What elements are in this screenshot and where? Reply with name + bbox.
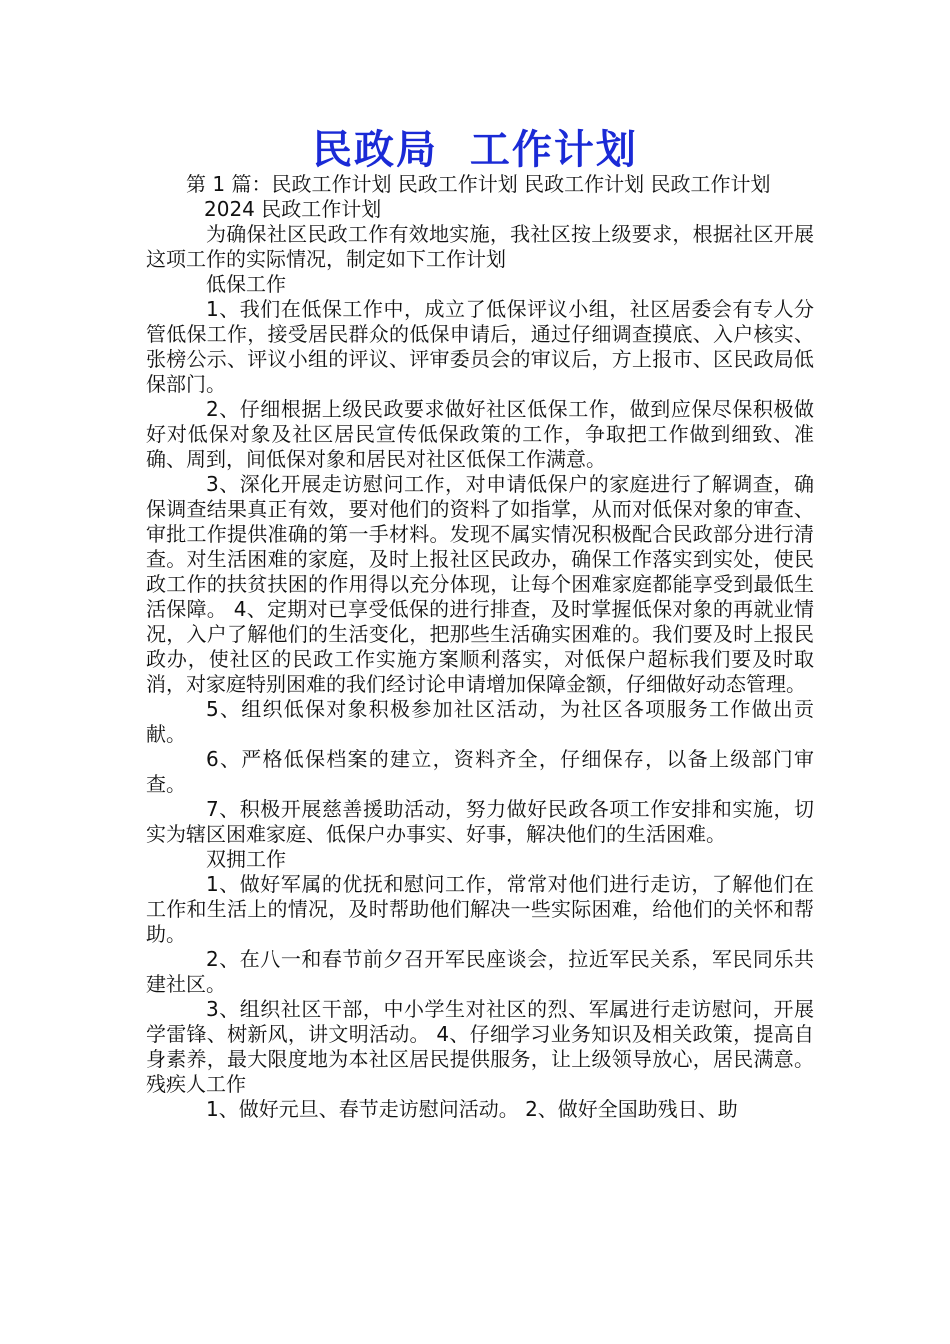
body-paragraph: 3、组织社区干部，中小学生对社区的烈、军属进行走访慰问，开展学雷锋、树新风，讲文明活动。 4、仔细学习业务知识及相关政策，提高自身素养，最大限度地为本社区居民提供服务，让上级领导放心，居民满意。 残疾人工作: [146, 997, 814, 1096]
body-paragraph: 6、严格低保档案的建立，资料齐全，仔细保存，以备上级部门审查。: [146, 747, 814, 796]
body-paragraph: 1、我们在低保工作中，成立了低保评议小组，社区居委会有专人分管低保工作，接受居民群众的低保申请后，通过仔细调查摸底、入户核实、张榜公示、评议小组的评议、评审委员会的审议后，方上报市、区民政局低保部门。: [146, 297, 814, 396]
body-paragraph: 2024 民政工作计划: [204, 197, 382, 221]
body-paragraph: 2、在八一和春节前夕召开军民座谈会，拉近军民关系，军民同乐共建社区。: [146, 947, 814, 996]
body-paragraph: 双拥工作: [206, 847, 286, 871]
document-title: 民政局 工作计划: [312, 127, 638, 173]
body-paragraph: 1、做好军属的优抚和慰问工作，常常对他们进行走访，了解他们在工作和生活上的情况，及时帮助他们解决一些实际困难，给他们的关怀和帮助。: [146, 872, 814, 946]
body-paragraph: 为确保社区民政工作有效地实施，我社区按上级要求，根据社区开展这项工作的实际情况，制定如下工作计划: [146, 222, 814, 271]
body-paragraph: 5、组织低保对象积极参加社区活动，为社区各项服务工作做出贡献。: [146, 697, 814, 746]
body-paragraph: 3、深化开展走访慰问工作，对申请低保户的家庭进行了解调查，确保调查结果真正有效，要对他们的资料了如指掌，从而对低保对象的审查、审批工作提供准确的第一手材料。发现不属实情况积极配合民政部分进行清查。对生活困难的家庭，及时上报社区民政办，确保工作落实到实处，使民政工作的扶贫扶困的作用得以充分体现，让每个困难家庭都能享受到最低生活保障。 4、定期对已享受低保的进行排查，及时掌握低保对象的再就业情况，入户了解他们的生活变化，把那些生活确实困难的。我们要及时上报民政办，使社区的民政工作实施方案顺利落实，对低保户超标我们要及时取消，对家庭特别困难的我们经讨论申请增加保障金额，仔细做好动态管理。: [146, 472, 814, 696]
body-paragraph: 第 1 篇：民政工作计划 民政工作计划 民政工作计划 民政工作计划: [186, 172, 771, 196]
document-body: [146, 172, 814, 1122]
body-paragraph: 1、做好元旦、春节走访慰问活动。 2、做好全国助残日、助: [206, 1097, 738, 1121]
body-paragraph: 低保工作: [206, 272, 286, 296]
body-paragraph: 2、仔细根据上级民政要求做好社区低保工作，做到应保尽保积极做好对低保对象及社区居民宣传低保政策的工作，争取把工作做到细致、准确、周到，间低保对象和居民对社区低保工作满意。: [146, 397, 814, 471]
body-paragraph: 7、积极开展慈善援助活动，努力做好民政各项工作安排和实施，切实为辖区困难家庭、低保户办事实、好事，解决他们的生活困难。: [146, 797, 814, 846]
